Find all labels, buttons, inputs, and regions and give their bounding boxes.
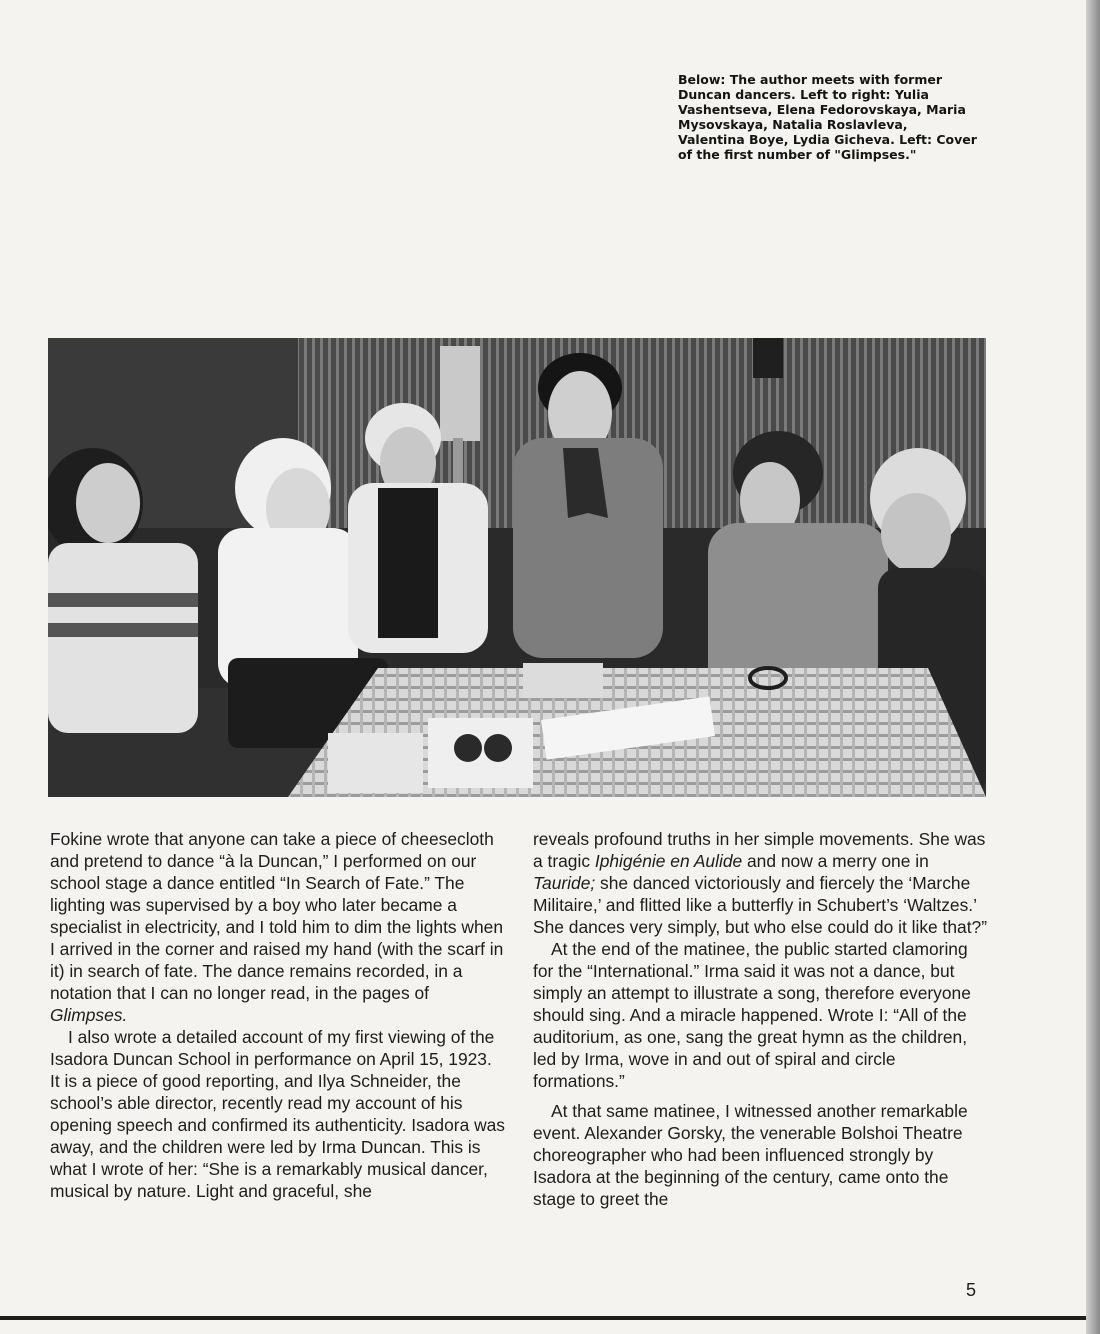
italic-title: Tauride; [533,873,596,893]
paragraph-text: and now a merry one in [742,851,929,871]
paragraph-text: she danced victoriously and fiercely the ‘Marche Militaire,’ and flitted like a butterfly in Schubert’s ‘Waltzes.’ She dances very simply, but who else could do it like that?” [533,873,987,937]
paragraph: I also wrote a detailed account of my first viewing of the Isadora Duncan School in performance on April 15, 1923. It is a piece of good reporting, and Ilya Schneider, the school’s able director, recently read my account of his opening speech and confirmed its authenticity. Isadora was away, and the children were led by Irma Duncan. This is what I wrote of her: “She is a remarkably musical dancer, musical by nature. Light and graceful, she [50,1027,506,1201]
paragraph-text: reveals profound truths in her simple movements. She was a tragic [533,829,986,871]
right-text-column [533,828,991,1210]
page-binding-edge [1086,0,1100,1334]
paragraph: At the end of the matinee, the public started clamoring for the “International.” Irma said it was not a dance, but simply an attempt to illustrate a song, therefore everyone should sing. And a miracle happened. Wrote I: “All of the auditorium, as one, sang the great hymn as the children, led by Irma, wove in and out of spiral and circle formations.” [533,939,971,1091]
bottom-rule [0,1316,1086,1320]
group-photograph [48,338,986,797]
paragraph [533,828,991,938]
page-number: 5 [966,1280,977,1300]
italic-title: Glimpses. [50,1005,128,1025]
photo-caption: Below: The author meets with former Duncan dancers. Left to right: Yulia Vashentseva, Elena Fedorovskaya, Maria Mysovskaya, Natalia Roslavleva, Valentina Boye, Lydia Gicheva. Left: Cover of the first number of "Glimpses." [678,72,977,162]
paragraph [50,828,506,1026]
paragraph-text: Fokine wrote that anyone can take a piece of cheesecloth and pretend to dance “à la Duncan,” I performed on our school stage a dance entitled “In Search of Fate.” The lighting was supervised by a boy who later became a specialist in electricity, and I told him to dim the lights when I arrived in the corner and raised my hand (with the scarf in it) in search of fate. The dance remains recorded, in a notation that I can no longer read, in the pages of [50,829,504,1003]
left-text-column [50,828,506,1202]
paragraph: At that same matinee, I witnessed another remarkable event. Alexander Gorsky, the venerable Bolshoi Theatre choreographer who had been influenced strongly by Isadora at the beginning of the century, came onto the stage to greet the [533,1101,968,1209]
italic-title: Iphigénie en Aulide [594,851,743,871]
